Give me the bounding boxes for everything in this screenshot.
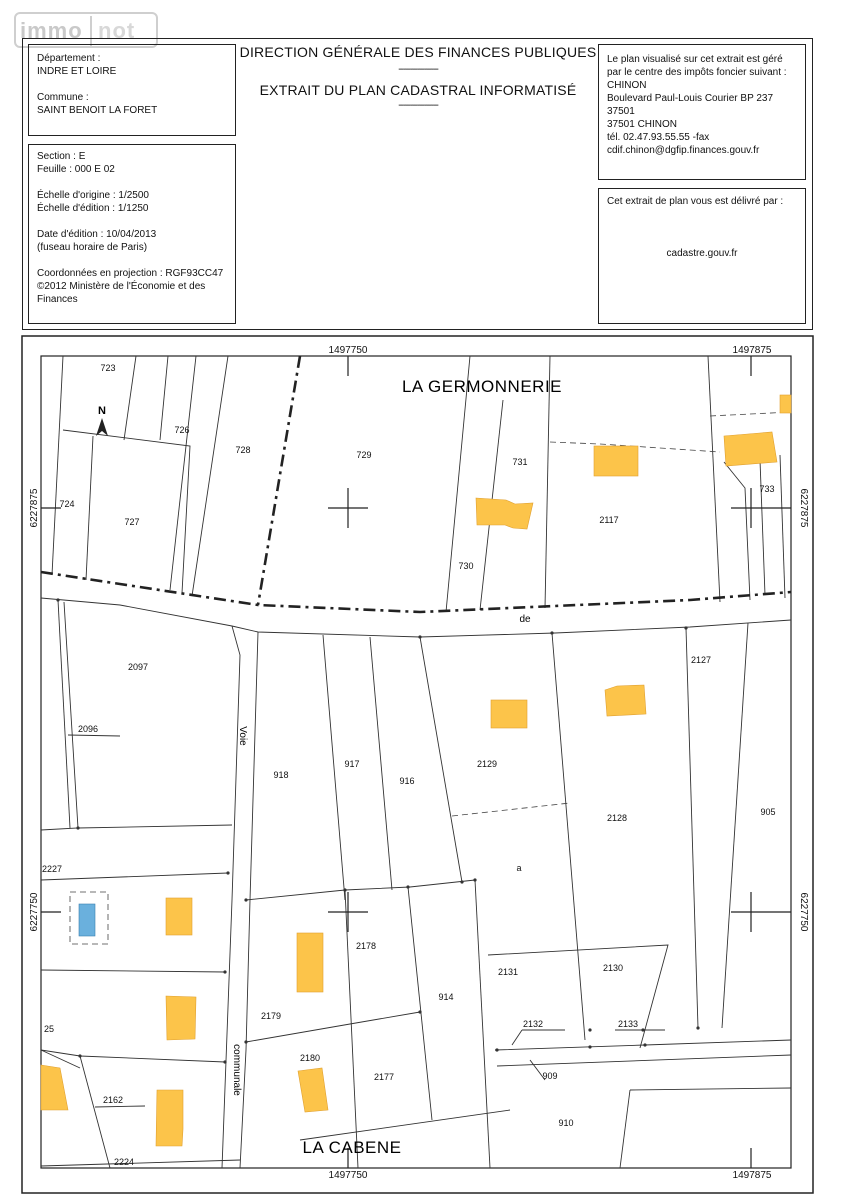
scale-origin: Échelle d'origine : 1/2500 bbox=[37, 190, 149, 201]
parcel-2178: 2178 bbox=[355, 941, 377, 951]
parcel-2180: 2180 bbox=[299, 1053, 321, 1063]
tax-center-phone: tél. 02.47.93.55.55 -fax bbox=[607, 132, 710, 143]
tax-center-email: cdif.chinon@dgfip.finances.gouv.fr bbox=[607, 145, 760, 156]
buildings bbox=[41, 395, 791, 1146]
coord-y-right-2: 6227750 bbox=[798, 892, 809, 932]
parcel-916: 916 bbox=[399, 776, 415, 786]
parcel-917: 917 bbox=[344, 759, 360, 769]
north-label: N bbox=[98, 405, 106, 417]
parcel-2127: 2127 bbox=[690, 655, 712, 665]
parcel-723: 723 bbox=[100, 363, 116, 373]
parcel-905: 905 bbox=[760, 807, 776, 817]
parcel-2096: 2096 bbox=[77, 724, 99, 734]
title-separator-1: ----------------- bbox=[398, 64, 438, 75]
road-label-communale: communale bbox=[231, 1044, 242, 1096]
parcel-a: a bbox=[516, 863, 522, 873]
parcel-numbers bbox=[42, 363, 776, 1167]
projection-coordinates: Coordonnées en projection : RGF93CC47 bbox=[37, 268, 224, 279]
title-extrait: EXTRAIT DU PLAN CADASTRAL INFORMATISÉ bbox=[259, 82, 577, 98]
parcel-2177: 2177 bbox=[373, 1072, 395, 1082]
tax-center-address-3: 37501 CHINON bbox=[607, 119, 678, 130]
feuille-value: Feuille : 000 E 02 bbox=[37, 164, 115, 175]
parcel-2129: 2129 bbox=[476, 759, 498, 769]
coord-x-bottom-2: 1497875 bbox=[732, 1170, 772, 1181]
parcel-731: 731 bbox=[512, 457, 528, 467]
parcel-2132: 2132 bbox=[522, 1019, 544, 1029]
title-separator-2: ----------------- bbox=[398, 100, 438, 111]
section-value: Section : E bbox=[37, 151, 86, 162]
parcel-910: 910 bbox=[558, 1118, 574, 1128]
parcel-2162: 2162 bbox=[102, 1095, 124, 1105]
copyright-line-2: Finances bbox=[37, 294, 78, 305]
grid-marks bbox=[41, 356, 791, 1168]
edition-date: Date d'édition : 10/04/2013 bbox=[37, 229, 157, 240]
parcel-726: 726 bbox=[174, 425, 190, 435]
parcel-25: 25 bbox=[44, 1024, 55, 1034]
parcel-730: 730 bbox=[458, 561, 474, 571]
parcel-vertices bbox=[56, 598, 699, 1063]
coord-x-bottom-1: 1497750 bbox=[328, 1170, 368, 1181]
watermark-text-immo: immo bbox=[20, 18, 83, 43]
road-label-voie: Voie bbox=[237, 726, 248, 746]
parcel-2133: 2133 bbox=[617, 1019, 639, 1029]
parcel-2224: 2224 bbox=[113, 1157, 135, 1167]
parcel-728: 728 bbox=[235, 445, 251, 455]
coord-y-right-1: 6227875 bbox=[798, 488, 809, 528]
parcel-918: 918 bbox=[273, 770, 289, 780]
coord-x-top-1: 1497750 bbox=[328, 345, 368, 356]
watermark-text-not: not bbox=[98, 18, 136, 43]
map-outer-frame bbox=[22, 336, 813, 1193]
department-label: Département : bbox=[37, 53, 101, 64]
title-dgfip: DIRECTION GÉNÉRALE DES FINANCES PUBLIQUES bbox=[239, 44, 597, 60]
scale-edition: Échelle d'édition : 1/1250 bbox=[37, 203, 149, 214]
tax-center-line-2: par le centre des impôts foncier suivant : bbox=[607, 67, 787, 78]
department-value: INDRE ET LOIRE bbox=[37, 66, 117, 77]
place-name-south: LA CABENE bbox=[302, 1138, 402, 1157]
parcel-733: 733 bbox=[759, 484, 775, 494]
parcel-2117: 2117 bbox=[599, 515, 619, 525]
coord-x-top-2: 1497875 bbox=[732, 345, 772, 356]
parcel-909: 909 bbox=[542, 1071, 558, 1081]
tax-center-name: CHINON bbox=[607, 80, 647, 91]
parcel-729: 729 bbox=[356, 450, 372, 460]
delivered-label: Cet extrait de plan vous est délivré par : bbox=[607, 196, 784, 207]
commune-value: SAINT BENOIT LA FORET bbox=[37, 105, 158, 116]
timezone-note: (fuseau horaire de Paris) bbox=[37, 242, 148, 253]
parcel-2131: 2131 bbox=[497, 967, 519, 977]
parcel-724: 724 bbox=[59, 499, 75, 509]
north-arrow-icon bbox=[96, 418, 108, 436]
parcel-727: 727 bbox=[124, 517, 140, 527]
parcel-boundaries bbox=[41, 356, 791, 1168]
tax-center-address-1: Boulevard Paul-Louis Courier BP 237 bbox=[607, 93, 774, 104]
delivered-by: cadastre.gouv.fr bbox=[666, 248, 738, 259]
parcel-2128: 2128 bbox=[606, 813, 628, 823]
commune-label: Commune : bbox=[37, 92, 89, 103]
coord-y-left-1: 6227875 bbox=[29, 488, 40, 528]
parcel-2227: 2227 bbox=[41, 864, 63, 874]
coord-y-left-2: 6227750 bbox=[29, 892, 40, 932]
place-name-north: LA GERMONNERIE bbox=[401, 377, 563, 396]
tax-center-line-1: Le plan visualisé sur cet extrait est géré bbox=[607, 54, 783, 65]
tax-center-address-2: 37501 bbox=[607, 106, 635, 117]
water-basin bbox=[79, 904, 95, 936]
map-inner-frame bbox=[41, 356, 791, 1168]
parcel-914: 914 bbox=[438, 992, 454, 1002]
parcel-2130: 2130 bbox=[602, 963, 624, 973]
parcel-2179: 2179 bbox=[260, 1011, 282, 1021]
road-label-de: de bbox=[519, 614, 531, 625]
copyright-line-1: ©2012 Ministère de l'Économie et des bbox=[37, 281, 206, 292]
parcel-2097: 2097 bbox=[127, 662, 149, 672]
